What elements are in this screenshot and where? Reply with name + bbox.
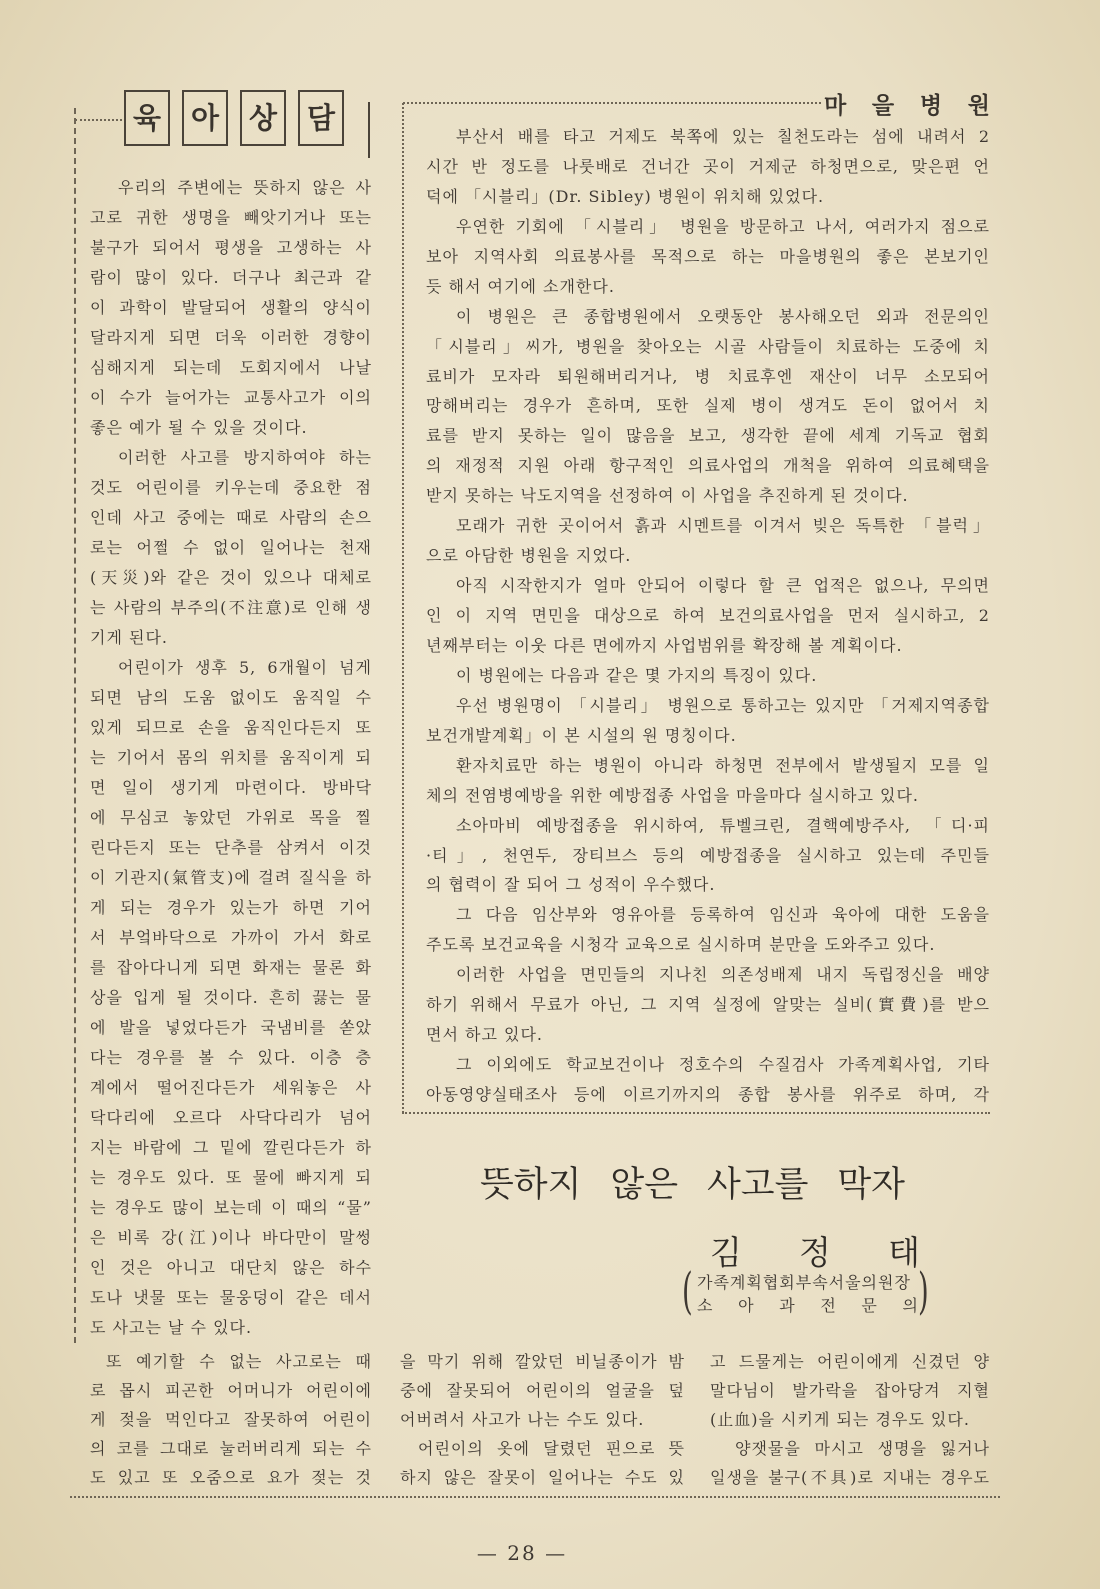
text-line: 기게 된다.: [90, 628, 168, 647]
qa-heading-char: 육: [124, 90, 170, 146]
paragraph: [400, 1434, 685, 1492]
page-number: — 28 —: [476, 1541, 568, 1565]
text-line: 주도록 보건교육을 시청각 교육으로 실시하며 분만을 도와주고 있다.: [426, 935, 936, 955]
text-line: 하지 않은 잘못이 일어나는 수도 있: [400, 1468, 685, 1487]
paragraph: [426, 661, 990, 691]
text-line: 면 일이 생기게 마련이다. 방바닥: [90, 778, 372, 797]
text-line: 이러한 사고를 방지하여야 하는: [118, 448, 372, 467]
author-affiliation: 가족계획협회부속서울의원장: [697, 1273, 911, 1292]
text-line: 있게 되므로 손을 움직인다든지 또: [90, 718, 372, 737]
qa-heading-char: 담: [298, 90, 344, 146]
text-line: 말다님이 발가락을 잡아당겨 지혈: [710, 1381, 990, 1400]
text-line: 고로 귀한 생명을 빼앗기거나 또는: [90, 208, 372, 227]
text-line: 덕에 「시블리」(Dr. Sibley) 병원이 위치해 있었다.: [426, 186, 825, 206]
text-line: 서 부엌바닥으로 가까이 가서 화로: [90, 928, 372, 947]
text-line: 게 되는 경우가 있는가 하면 기어: [90, 898, 372, 917]
text-line: 망해버리는 경우가 흔하며, 또한 실제 병이 생겨도 돈이 없어서 치: [426, 396, 990, 416]
paragraph: [426, 900, 990, 960]
paragraph: [426, 571, 990, 661]
article-column-left-lower: [90, 1347, 372, 1492]
paragraph: [90, 443, 372, 653]
text-line: 받지 못하는 낙도지역을 선정하여 이 사업을 추진하게 된 것이다.: [426, 486, 909, 506]
text-line: (天災)와 같은 것이 있으나 대체로: [90, 568, 372, 587]
paragraph: [426, 122, 990, 212]
village-hospital-left-rule: [402, 103, 404, 1113]
village-hospital-body: [426, 122, 990, 1110]
text-line: 일생을 불구(不具)로 지내는 경우도: [710, 1468, 990, 1487]
text-line: 로 몹시 피곤한 어머니가 어린이에: [90, 1381, 372, 1400]
text-line: 인데 사고 중에는 때로 사람의 손으: [90, 508, 372, 527]
text-line: 이 과학이 발달되어 생활의 양식이: [90, 298, 372, 317]
text-line: 체의 전염병예방을 위한 예방접종 사업을 마을마다 실시하고 있다.: [426, 785, 920, 805]
text-line: 이 기관지(氣管支)에 걸려 질식을 하: [90, 868, 372, 887]
page-bottom-rule: [70, 1496, 1000, 1498]
text-line: 달라지게 되면 더욱 이러한 경향이: [90, 328, 372, 347]
text-line: 환자치료만 하는 병원이 아니라 하청면 전부에서 발생될지 모를 일: [456, 755, 990, 775]
paragraph: [710, 1347, 990, 1434]
text-line: 람이 많이 있다. 더구나 최근과 같: [90, 268, 372, 287]
text-line: 는 경우도 있다. 또 물에 빠지게 되: [90, 1168, 372, 1187]
text-line: 이 병원은 큰 종합병원에서 오랫동안 봉사해오던 외과 전문의인: [456, 306, 990, 326]
paragraph: [426, 811, 990, 901]
text-line: 도 있고 또 오줌으로 요가 젖는 것: [90, 1468, 372, 1487]
text-line: 료를 받지 못하는 일이 많음을 보고, 생각한 끝에 세계 기독교 협회: [426, 426, 990, 446]
qa-heading-char: 상: [240, 90, 286, 146]
paragraph: [426, 212, 990, 302]
article-column-left-upper: [90, 173, 372, 1343]
text-line: ·티」, 천연두, 장티브스 등의 예방접종을 실시하고 있는데 주민들: [426, 845, 990, 865]
text-line: 면서 하고 있다.: [426, 1025, 543, 1045]
text-line: 계에서 떨어진다든가 세워놓은 사: [90, 1078, 372, 1097]
affiliation-close-paren: ): [918, 1262, 929, 1320]
article-author: 김 정 태: [710, 1233, 920, 1272]
text-line: 모래가 귀한 곳이어서 흙과 시멘트를 이겨서 빚은 독특한 「블럭」: [456, 516, 990, 536]
text-line: 의 협력이 잘 되어 그 성적이 우수했다.: [426, 875, 716, 895]
text-line: 으로 아담한 병원을 지었다.: [426, 546, 632, 566]
qa-heading-leader-rule: [75, 119, 122, 121]
text-line: 닥다리에 오르다 사닥다리가 넘어: [90, 1108, 372, 1127]
paragraph: [426, 751, 990, 811]
text-line: 고 드물게는 어린이에게 신겼던 양: [710, 1352, 990, 1371]
qa-heading-end-rule: [368, 102, 370, 158]
text-line: 에 발을 넣었다든가 국냄비를 쏟았: [90, 1018, 372, 1037]
article-column-right-lower: [710, 1347, 990, 1492]
text-line: 는 사람의 부주의(不注意)로 인해 생: [90, 598, 372, 617]
text-line: 인 것은 아니고 대단치 않은 하수: [90, 1258, 372, 1277]
text-line: 에 무심코 놓았던 가위로 목을 찔: [90, 808, 372, 827]
text-line: 또 예기할 수 없는 사고로는 때: [106, 1352, 372, 1371]
text-line: 불구가 되어서 평생을 고생하는 사: [90, 238, 372, 257]
text-line: 다는 경우를 볼 수 있다. 이층 층: [90, 1048, 372, 1067]
paragraph: [90, 653, 372, 1343]
left-margin-rule: [74, 108, 76, 1343]
text-line: 그 다음 임산부와 영유아를 등록하여 임신과 육아에 대한 도움을: [456, 905, 990, 925]
text-line: 게 젖을 먹인다고 잘못하여 어린이: [90, 1410, 372, 1429]
text-line: 로는 어쩔 수 없이 일어나는 천재: [90, 538, 372, 557]
text-line: 어버려서 사고가 나는 수도 있다.: [400, 1410, 645, 1429]
text-line: 양잿물을 마시고 생명을 잃거나: [735, 1439, 990, 1458]
text-line: 료비가 모자라 퇴원해버리거나, 병 치료후엔 재산이 너무 소모되어: [426, 366, 990, 386]
text-line: 「시블리」씨가, 병원을 찾아오는 시골 사람들이 치료하는 도중에 치: [426, 336, 990, 356]
paragraph: [426, 960, 990, 1050]
article-title: 뜻하지 않은 사고를 막자: [480, 1165, 905, 1205]
paragraph: [426, 1050, 990, 1110]
village-hospital-heading: 마 을 병 원: [824, 92, 990, 119]
qa-heading-char: 아: [182, 90, 228, 146]
text-line: 보아 지역사회 의료봉사를 목적으로 하는 마을병원의 좋은 본보기인: [426, 246, 990, 266]
text-line: 그 이외에도 학교보건이나 정호수의 수질검사 가족계획사업, 기타: [456, 1055, 990, 1075]
text-line: 지는 바람에 그 밑에 깔린다든가 하: [90, 1138, 372, 1157]
text-line: 우선 병원명이 「시블리」 병원으로 통하고는 있지만 「거제지역종합: [456, 695, 990, 715]
text-line: 좋은 예가 될 수 있을 것이다.: [90, 418, 308, 437]
text-line: 는 경우도 많이 보는데 이 때의 “물”: [90, 1198, 372, 1217]
text-line: 아직 시작한지가 얼마 안되어 이렇다 할 큰 업적은 없으나, 무의면: [456, 576, 990, 596]
text-line: 중에 잘못되어 어린이의 얼굴을 덮: [400, 1381, 685, 1400]
text-line: 것도 어린이를 키우는데 중요한 점: [90, 478, 372, 497]
text-line: 하기 위해서 무료가 아닌, 그 지역 실정에 알맞는 실비(實費)를 받으: [426, 995, 990, 1015]
text-line: 상을 입게 될 것이다. 흔히 끓는 물: [90, 988, 372, 1007]
text-line: 어린이의 옷에 달렸던 핀으로 뜻: [418, 1439, 685, 1458]
text-line: 를 잡아다니게 되면 화재는 물론 화: [90, 958, 372, 977]
paragraph: [426, 691, 990, 751]
author-specialty: 소 아 과 전 문 의: [697, 1296, 919, 1315]
paragraph: [90, 1347, 372, 1492]
text-line: 이 병원에는 다음과 같은 몇 가지의 특징이 있다.: [456, 665, 818, 685]
text-line: 는 기어서 몸의 위치를 움직이게 되: [90, 748, 372, 767]
village-hospital-bottom-rule: [402, 1112, 990, 1114]
article-column-middle-lower: [400, 1347, 685, 1492]
text-line: 의 재정적 지원 아래 항구적인 의료사업의 개척을 위하여 의료혜택을: [426, 456, 990, 476]
text-line: 이러한 사업을 면민들의 지나친 의존성배제 내지 독립정신을 배양: [456, 965, 990, 985]
text-line: 인 이 지역 면민을 대상으로 하여 보건의료사업을 먼저 실시하고, 2: [426, 606, 990, 625]
text-line: 어린이가 생후 5, 6개월이 넘게: [118, 658, 372, 677]
text-line: 을 막기 위해 깔았던 비닐종이가 밤: [400, 1352, 685, 1371]
text-line: 아동영양실태조사 등에 이르기까지의 종합 봉사를 위주로 하며, 각: [426, 1085, 990, 1104]
text-line: 심해지게 되는데 도회지에서 나날: [90, 358, 372, 377]
text-line: 소아마비 예방접종을 위시하여, 튜벨크린, 결핵예방주사, 「디·피: [456, 815, 990, 835]
text-line: 의 코를 그대로 눌러버리게 되는 수: [90, 1439, 372, 1458]
village-hospital-top-rule: [403, 102, 821, 104]
paragraph: [400, 1347, 685, 1434]
paragraph: [426, 511, 990, 571]
text-line: 시간 반 정도를 나룻배로 건너간 곳이 거제군 하청면으로, 맞은편 언: [426, 156, 990, 176]
text-line: 도 사고는 날 수 있다.: [90, 1318, 253, 1337]
text-line: 우리의 주변에는 뜻하지 않은 사: [118, 178, 372, 197]
text-line: 부산서 배를 타고 거제도 북쪽에 있는 칠천도라는 섬에 내려서 2: [456, 127, 990, 146]
text-line: (止血)을 시키게 되는 경우도 있다.: [710, 1410, 970, 1429]
text-line: 듯 해서 여기에 소개한다.: [426, 276, 615, 296]
affiliation-open-paren: (: [682, 1262, 693, 1320]
paragraph: [426, 302, 990, 512]
text-line: 이 수가 늘어가는 교통사고가 이의: [90, 388, 372, 407]
text-line: 린다든지 또는 단추를 삼켜서 이것: [90, 838, 372, 857]
paragraph: [710, 1434, 990, 1492]
text-line: 되면 남의 도움 없이도 움직일 수: [90, 688, 372, 707]
text-line: 년째부터는 이웃 다른 면에까지 사업범위를 확장해 볼 계획이다.: [426, 635, 903, 655]
text-line: 은 비록 강(江)이나 바다만이 말썽: [90, 1228, 372, 1247]
text-line: 도나 냇물 또는 물웅덩이 같은 데서: [90, 1288, 372, 1307]
text-line: 보건개발계획」이 본 시설의 원 명칭이다.: [426, 725, 737, 745]
text-line: 우연한 기회에 「시블리」 병원을 방문하고 나서, 여러가지 점으로: [456, 216, 990, 236]
paragraph: [90, 173, 372, 443]
